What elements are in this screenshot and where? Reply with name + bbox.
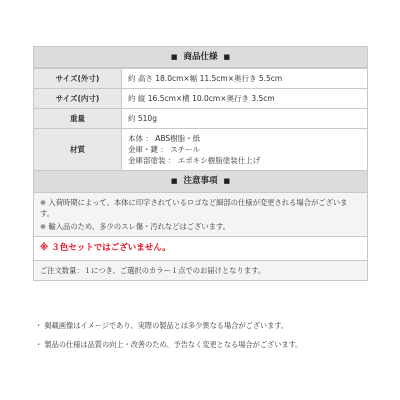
spec-header xyxy=(33,46,368,68)
notes-box xyxy=(33,193,368,281)
square-icon: ■ xyxy=(223,53,231,61)
notes-header xyxy=(33,171,368,193)
row-value xyxy=(122,129,368,171)
bottom-note: ・ 掲載画像はイメージであり、実際の製品とは多少異なる場合がございます。 xyxy=(35,321,289,330)
row-label: サイズ(内寸) xyxy=(34,89,122,109)
note-text: ※ 入荷時期によって、本体に印字されているロゴなど細部の仕様が変更される場合がございます。 xyxy=(40,198,348,218)
material-line: 金庫部塗装 ： エポキシ樹脂塗装仕上げ xyxy=(128,156,261,165)
notes-row xyxy=(34,261,367,280)
row-label: 重量 xyxy=(34,109,122,129)
spec-title: 商品仕様 xyxy=(183,52,218,62)
warning-text: ※ ３色セットではございません。 xyxy=(40,243,171,253)
row-value: 約 高さ 18.0cm×幅 11.5cm×奥行き 5.5cm xyxy=(122,69,368,89)
note-text: ※ 輸入品のため、多少のスレ傷・汚れなどはございます。 xyxy=(40,222,230,231)
table-row xyxy=(34,129,368,171)
order-text: ご注文数量：１につき、ご選択のカラー１点でのお届けとなります。 xyxy=(40,266,266,275)
notes-title: 注意事項 xyxy=(183,176,218,186)
material-line: 本体 ： ABS樹脂・紙 xyxy=(128,134,201,143)
spec-table xyxy=(33,68,368,171)
notes-row xyxy=(34,193,367,237)
row-value: 約 縦 16.5cm×横 10.0cm×奥行き 3.5cm xyxy=(122,89,368,109)
row-label: 材質 xyxy=(34,129,122,171)
square-icon: ■ xyxy=(170,53,178,61)
bottom-note: ・ 製品の仕様は品質の向上・改善のため、予告なく変更となる場合がございます。 xyxy=(35,340,303,349)
table-row xyxy=(34,69,368,89)
row-value: 約 510g xyxy=(122,109,368,129)
square-icon: ■ xyxy=(223,177,231,185)
row-label: サイズ(外寸) xyxy=(34,69,122,89)
notes-row xyxy=(34,237,367,261)
material-line: 金庫・鍵 ： スチール xyxy=(128,145,200,154)
table-row xyxy=(34,109,368,129)
product-info xyxy=(33,46,368,281)
table-row xyxy=(34,89,368,109)
square-icon: ■ xyxy=(170,177,178,185)
